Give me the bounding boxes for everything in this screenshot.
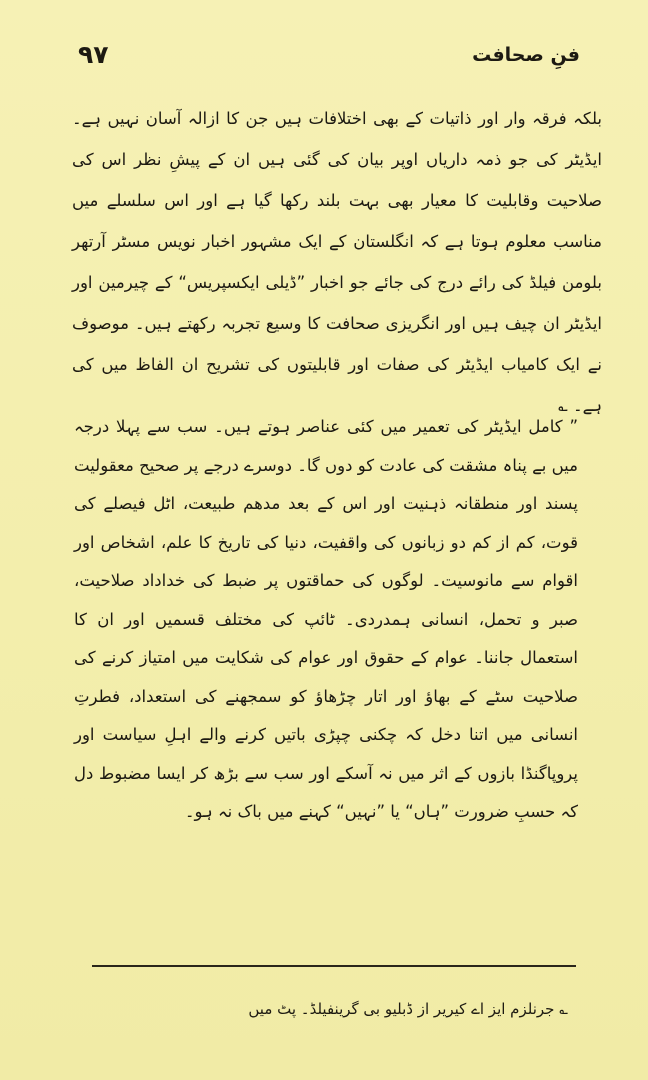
main-paragraph [72, 98, 602, 426]
paragraph-text: بلکہ فرقہ وار اور ذاتیات کے بھی اختلافات ہیں جن کا ازالہ آسان نہیں ہے۔ ایڈیٹر کی جو ذمہ داریاں اوپر بیان کی گئی ہیں ان کے پیشِ نظر اس کی صلاحیت وقابلیت کا معیار بھی بہت بلند رکھا گیا ہے اور اس سلسلے میں مناسب معلوم ہوتا ہے کہ انگلستان کے ایک مشہور اخبار نویس مسٹر آرتھر بلومن فیلڈ کی رائے درج کی جائے جو اخبار ”ڈیلی ایکسپریس“ کے چیرمین اور ایڈیٹر ان چیف ہیں اور انگریزی صحافت کا وسیع تجربہ رکھتے ہیں۔ موصوف نے ایک کامیاب ایڈیٹر کی صفات اور قابلیتوں کی تشریح ان الفاظ میں کی ہے۔ ؎ [72, 109, 602, 415]
footnote-divider [92, 965, 576, 967]
running-title: فنِ صحافت [472, 44, 580, 66]
footnote: ؎ جرنلزم ایز اے کیریر از ڈبلیو بی گرینفیلڈ۔ پٹ میں [248, 1000, 568, 1018]
quote-text: ” کامل ایڈیٹر کی تعمیر میں کئی عناصر ہوتے ہیں۔ سب سے پہلا درجہ میں بے پناہ مشقت کی عادت کو دوں گا۔ دوسرے درجے پر صحیح معقولیت پسند اور منطقانہ ذہنیت اور اس کے بعد مدھم طبیعت، اٹل فیصلے کی قوت، کم از کم دو زبانوں کی واقفیت، دنیا کی تاریخ کا علم، اشخاص اور اقوام سے مانوسیت۔ لوگوں کی حماقتوں پر ضبط کی خداداد صلاحیت، صبر و تحمل، انسانی ہمدردی۔ ٹائپ کی مختلف قسمیں اور ان کا استعمال جاننا۔ عوام کے حقوق اور عوام کی شکایت میں امتیاز کرنے کی صلاحیت سٹے کے بھاؤ اور اتار چڑھاؤ کو سمجھنے کی استعداد، فطرتِ انسانی میں اتنا دخل کہ چکنی چپڑی باتیں کرنے والے اہلِ سیاست اور پروپاگنڈا بازوں کے اثر میں نہ آسکے اور سب سے بڑھ کر ایسا مضبوط دل کہ حسبِ ضرورت ”ہاں“ یا ”نہیں“ کہنے میں باک نہ ہو۔ [74, 417, 578, 821]
quoted-passage [74, 408, 578, 832]
page-number: ۹۷ [78, 40, 109, 69]
page-header [78, 40, 580, 74]
